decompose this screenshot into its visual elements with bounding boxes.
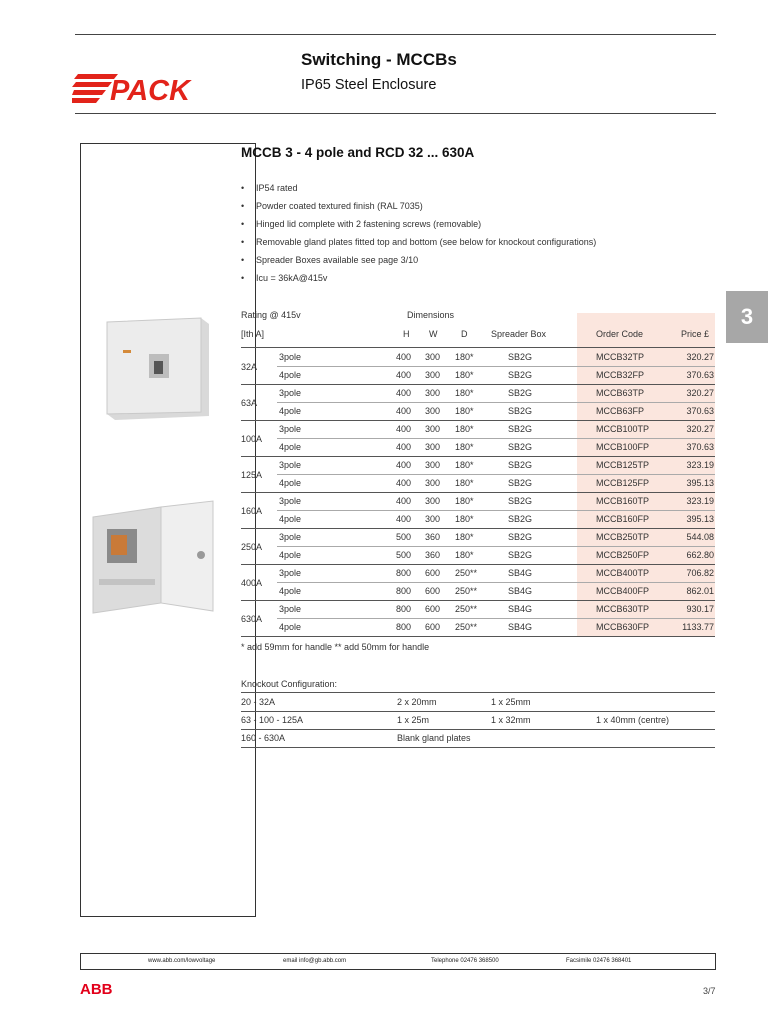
- cell-w: 600: [425, 568, 441, 578]
- cell-sb: SB2G: [508, 460, 533, 470]
- cell-sb: SB2G: [508, 532, 533, 542]
- logo-text: PACK: [110, 75, 191, 106]
- feature-item: • Spreader Boxes available see page 3/10: [241, 254, 596, 272]
- header-d: D: [461, 329, 468, 339]
- section-tab[interactable]: 3: [726, 291, 768, 343]
- top-rule: [75, 34, 716, 35]
- cell-sb: SB4G: [508, 586, 533, 596]
- knockout-cell-c1: 2 x 20mm: [397, 697, 437, 707]
- cell-price: 862.01: [686, 586, 714, 596]
- rating-cell: 400A: [241, 578, 263, 588]
- knockout-row-rule: [241, 729, 715, 730]
- cell-d: 180*: [455, 532, 474, 542]
- cell-d: 180*: [455, 478, 474, 488]
- cell-d: 180*: [455, 370, 474, 380]
- cell-h: 400: [396, 478, 412, 488]
- cell-h: 400: [396, 370, 412, 380]
- cell-code: MCCB125FP: [596, 478, 650, 488]
- table-row-rule: [241, 528, 715, 529]
- cell-h: 400: [396, 460, 412, 470]
- cell-d: 180*: [455, 550, 474, 560]
- table-header-rule: [241, 347, 715, 348]
- table-row-rule: [241, 636, 715, 637]
- header-order-code: Order Code: [596, 329, 644, 339]
- feature-item: • IP54 rated: [241, 182, 596, 200]
- knockout-cell-range: 20 - 32A: [241, 697, 276, 707]
- cell-price: 320.27: [686, 352, 714, 362]
- cell-h: 500: [396, 532, 412, 542]
- table-row-rule: [277, 618, 715, 619]
- cell-w: 600: [425, 622, 441, 632]
- table-footnote: * add 59mm for handle ** add 50mm for handle: [241, 642, 430, 652]
- header-rule: [75, 113, 716, 114]
- cell-sb: SB4G: [508, 568, 533, 578]
- cell-d: 250**: [455, 622, 478, 632]
- abb-logo-text: ABB: [80, 981, 113, 996]
- footer-facsimile: Facsimile 02476 368401: [566, 958, 632, 964]
- table-row-rule: [277, 582, 715, 583]
- cell-pole: 4pole: [279, 370, 302, 380]
- header-h: H: [403, 329, 410, 339]
- cell-code: MCCB160TP: [596, 496, 650, 506]
- cell-pole: 3pole: [279, 424, 302, 434]
- knockout-cell-range: 63 - 100 - 125A: [241, 715, 304, 725]
- knockout-cell-c2: 1 x 32mm: [491, 715, 531, 725]
- table-row-rule: [241, 384, 715, 385]
- page-subtitle: IP65 Steel Enclosure: [301, 77, 437, 93]
- cell-w: 300: [425, 388, 441, 398]
- knockout-rule: [241, 692, 715, 693]
- cell-h: 400: [396, 352, 412, 362]
- cell-d: 180*: [455, 442, 474, 452]
- cell-d: 180*: [455, 514, 474, 524]
- cell-pole: 4pole: [279, 406, 302, 416]
- footer-website[interactable]: www.abb.com/lowvoltage: [148, 958, 216, 964]
- table-row-rule: [241, 456, 715, 457]
- feature-item: • Hinged lid complete with 2 fastening screws (removable): [241, 218, 596, 236]
- cell-w: 600: [425, 586, 441, 596]
- cell-pole: 4pole: [279, 550, 302, 560]
- rating-cell: 125A: [241, 470, 263, 480]
- cell-price: 395.13: [686, 478, 714, 488]
- cell-code: MCCB125TP: [596, 460, 650, 470]
- section-title: MCCB 3 - 4 pole and RCD 32 ... 630A: [241, 145, 475, 160]
- table-row-rule: [277, 402, 715, 403]
- cell-w: 300: [425, 514, 441, 524]
- cell-d: 250**: [455, 586, 478, 596]
- cell-code: MCCB250FP: [596, 550, 650, 560]
- cell-d: 180*: [455, 460, 474, 470]
- knockout-cell-c1: Blank gland plates: [397, 733, 471, 743]
- rating-cell: 63A: [241, 398, 258, 408]
- cell-sb: SB2G: [508, 352, 533, 362]
- cell-code: MCCB400TP: [596, 568, 650, 578]
- cell-code: MCCB100TP: [596, 424, 650, 434]
- cell-price: 320.27: [686, 388, 714, 398]
- cell-pole: 4pole: [279, 622, 302, 632]
- cell-d: 180*: [455, 496, 474, 506]
- cell-code: MCCB160FP: [596, 514, 650, 524]
- table-row-rule: [241, 492, 715, 493]
- cell-price: 370.63: [686, 442, 714, 452]
- footer-email[interactable]: email info@gb.abb.com: [283, 958, 347, 964]
- cell-code: MCCB100FP: [596, 442, 650, 452]
- table-row-rule: [241, 420, 715, 421]
- cell-d: 180*: [455, 352, 474, 362]
- page-title: Switching - MCCBs: [301, 50, 457, 69]
- cell-pole: 3pole: [279, 460, 302, 470]
- feature-item: • Powder coated textured finish (RAL 7035): [241, 200, 596, 218]
- cell-w: 360: [425, 532, 441, 542]
- cell-d: 250**: [455, 568, 478, 578]
- cell-pole: 3pole: [279, 568, 302, 578]
- cell-sb: SB2G: [508, 370, 533, 380]
- cell-sb: SB2G: [508, 424, 533, 434]
- cell-sb: SB2G: [508, 442, 533, 452]
- cell-code: MCCB32FP: [596, 370, 645, 380]
- cell-w: 300: [425, 424, 441, 434]
- knockout-cell-c2: 1 x 25mm: [491, 697, 531, 707]
- product-image-panel: [80, 143, 256, 917]
- cell-h: 400: [396, 424, 412, 434]
- knockout-row-rule: [241, 711, 715, 712]
- cell-pole: 3pole: [279, 496, 302, 506]
- cell-price: 320.27: [686, 424, 714, 434]
- cell-pole: 4pole: [279, 514, 302, 524]
- cell-price: 395.13: [686, 514, 714, 524]
- cell-h: 400: [396, 388, 412, 398]
- rating-cell: 160A: [241, 506, 263, 516]
- rating-cell: 630A: [241, 614, 263, 624]
- cell-pole: 3pole: [279, 352, 302, 362]
- cell-h: 800: [396, 622, 412, 632]
- cell-d: 180*: [455, 406, 474, 416]
- cell-price: 323.19: [686, 460, 714, 470]
- header-w: W: [429, 329, 438, 339]
- table-row-rule: [241, 600, 715, 601]
- cell-pole: 4pole: [279, 478, 302, 488]
- cell-pole: 3pole: [279, 388, 302, 398]
- cell-d: 180*: [455, 424, 474, 434]
- abb-logo: [80, 981, 116, 996]
- cell-pole: 4pole: [279, 586, 302, 596]
- cell-sb: SB2G: [508, 550, 533, 560]
- cell-price: 1133.77: [682, 622, 714, 632]
- cell-sb: SB2G: [508, 478, 533, 488]
- feature-item: • Icu = 36kA@415v: [241, 272, 596, 290]
- cell-sb: SB2G: [508, 406, 533, 416]
- cell-code: MCCB32TP: [596, 352, 645, 362]
- page-number: 3/7: [703, 986, 716, 996]
- cell-h: 400: [396, 514, 412, 524]
- cell-w: 300: [425, 352, 441, 362]
- cell-code: MCCB63FP: [596, 406, 645, 416]
- cell-d: 250**: [455, 604, 478, 614]
- cell-sb: SB2G: [508, 514, 533, 524]
- table-row-rule: [277, 474, 715, 475]
- cell-sb: SB2G: [508, 496, 533, 506]
- rating-cell: 32A: [241, 362, 258, 372]
- cell-pole: 3pole: [279, 532, 302, 542]
- cell-h: 800: [396, 604, 412, 614]
- cell-code: MCCB400FP: [596, 586, 650, 596]
- knockout-row-rule: [241, 747, 715, 748]
- cell-d: 180*: [455, 388, 474, 398]
- header-ith: [Ith A]: [241, 329, 265, 339]
- cell-code: MCCB250TP: [596, 532, 650, 542]
- cell-w: 300: [425, 460, 441, 470]
- header-dimensions: Dimensions: [407, 310, 455, 320]
- cell-code: MCCB63TP: [596, 388, 645, 398]
- cell-w: 600: [425, 604, 441, 614]
- table-row-rule: [277, 438, 715, 439]
- cell-h: 400: [396, 406, 412, 416]
- cell-pole: 3pole: [279, 604, 302, 614]
- header-spreader-box: Spreader Box: [491, 329, 547, 339]
- rating-cell: 100A: [241, 434, 263, 444]
- cell-price: 706.82: [686, 568, 714, 578]
- cell-price: 323.19: [686, 496, 714, 506]
- table-row-rule: [241, 564, 715, 565]
- cell-h: 800: [396, 586, 412, 596]
- cell-w: 300: [425, 442, 441, 452]
- knockout-cell-c1: 1 x 25m: [397, 715, 430, 725]
- cell-w: 300: [425, 406, 441, 416]
- knockout-title: Knockout Configuration:: [241, 679, 338, 689]
- cell-h: 800: [396, 568, 412, 578]
- cell-price: 930.17: [686, 604, 714, 614]
- cell-w: 300: [425, 496, 441, 506]
- footer-telephone: Telephone 02476 368500: [431, 958, 499, 964]
- cell-w: 300: [425, 370, 441, 380]
- knockout-cell-c3: 1 x 40mm (centre): [596, 715, 670, 725]
- cell-sb: SB4G: [508, 604, 533, 614]
- cell-price: 544.08: [686, 532, 714, 542]
- cell-h: 500: [396, 550, 412, 560]
- rating-cell: 250A: [241, 542, 263, 552]
- table-row-rule: [277, 510, 715, 511]
- header-rating: Rating @ 415v: [241, 310, 301, 320]
- cell-h: 400: [396, 442, 412, 452]
- epack-logo: [72, 70, 212, 106]
- cell-h: 400: [396, 496, 412, 506]
- table-row-rule: [277, 546, 715, 547]
- feature-item: • Removable gland plates fitted top and bottom (see below for knockout configurations): [241, 236, 596, 254]
- table-row-rule: [277, 366, 715, 367]
- cell-code: MCCB630FP: [596, 622, 650, 632]
- cell-w: 360: [425, 550, 441, 560]
- knockout-cell-range: 160 - 630A: [241, 733, 286, 743]
- cell-sb: SB2G: [508, 388, 533, 398]
- cell-code: MCCB630TP: [596, 604, 650, 614]
- cell-price: 370.63: [686, 406, 714, 416]
- open-enclosure-image: [89, 499, 219, 621]
- cell-pole: 4pole: [279, 442, 302, 452]
- header-price: Price £: [681, 329, 710, 339]
- feature-list: [241, 182, 596, 290]
- cell-price: 662.80: [686, 550, 714, 560]
- closed-enclosure-image: [103, 316, 213, 420]
- cell-sb: SB4G: [508, 622, 533, 632]
- cell-w: 300: [425, 478, 441, 488]
- cell-price: 370.63: [686, 370, 714, 380]
